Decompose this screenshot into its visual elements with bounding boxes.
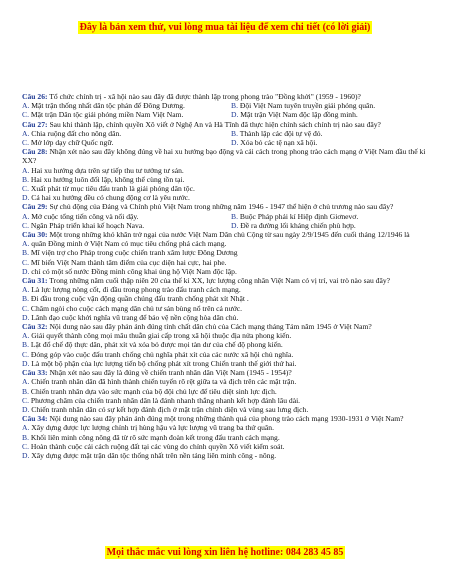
- answer-option: [22, 451, 430, 460]
- option-text: Khối liên minh công nông đã từ rõ sức mạnh đoàn kết trong đấu tranh cách mạng.: [30, 432, 280, 442]
- question-text: Tổ chức chính trị - xã hội nào sau đây đã được thành lập trong phong trào "Đồng khởi" (1959 - 1960)?: [49, 92, 361, 101]
- option-letter: C.: [22, 184, 29, 194]
- option-letter: B.: [22, 174, 29, 184]
- answer-option: [22, 212, 221, 221]
- answer-options: [22, 101, 430, 119]
- option-letter: B.: [231, 101, 238, 111]
- answer-option: [22, 193, 430, 202]
- answer-option: [231, 110, 430, 119]
- answer-option: [22, 331, 430, 340]
- question-number: Câu 26:: [22, 92, 48, 101]
- option-text: Chiến tranh nhân dân đã hình thành chiến tuyến rõ rệt giữa ta và địch trên các mặt trận.: [31, 377, 297, 387]
- option-text: Chiến tranh nhân dân có sự kết hợp đánh địch ở mặt trận chính diện và vùng sau lưng địch.: [31, 404, 309, 414]
- option-text: Mở lớp dạy chữ Quốc ngữ.: [30, 138, 114, 148]
- question-block: [22, 368, 430, 414]
- option-text: Mĩ biến Việt Nam thành tâm điểm của cục diện hai cực, hai phe.: [30, 257, 227, 267]
- option-text: Cả hai xu hướng đều có chung động cơ là yêu nước.: [31, 193, 190, 203]
- question-number: Câu 28:: [22, 147, 48, 157]
- answer-option: [231, 212, 430, 221]
- question-number: Câu 30:: [22, 230, 48, 240]
- option-letter: B.: [22, 340, 29, 350]
- hotline-banner: [0, 547, 450, 558]
- answer-option: [22, 377, 430, 386]
- option-letter: C.: [22, 303, 29, 313]
- option-text: Đóng góp vào cuộc đấu tranh chống chủ nghĩa phát xít của các nước xã hội chủ nghĩa.: [30, 349, 294, 359]
- question-stem: [22, 202, 430, 211]
- question-stem: [22, 368, 430, 377]
- question-number: Câu 34:: [22, 414, 48, 424]
- question-list: [22, 92, 430, 460]
- answer-options: [22, 129, 430, 147]
- question-block: [22, 322, 430, 368]
- answer-option: [22, 175, 430, 184]
- option-letter: A.: [22, 165, 30, 175]
- option-text: Giải quyết thành công mọi mâu thuẫn giai cấp trong xã hội thuộc địa nửa phong kiến.: [31, 331, 292, 341]
- answer-options: [22, 423, 430, 460]
- answer-option: [22, 258, 430, 267]
- option-text: Chia ruộng đất cho nông dân.: [31, 128, 122, 138]
- answer-option: [22, 221, 221, 230]
- option-text: Đi đầu trong cuộc vận động quần chúng đấu tranh chống phát xít Nhật .: [30, 294, 249, 304]
- option-letter: C.: [22, 395, 29, 405]
- answer-option: [22, 248, 430, 257]
- question-text: Trong những năm cuối thập niên 20 của thế kỉ XX, lực lượng công nhân Việt Nam có vị trí, vai trò nào sau đây?: [49, 276, 390, 286]
- option-letter: D.: [231, 220, 239, 230]
- answer-option: [22, 304, 430, 313]
- answer-option: [22, 405, 430, 414]
- option-letter: D.: [22, 358, 30, 368]
- answer-option: [22, 433, 430, 442]
- option-letter: D.: [231, 138, 239, 148]
- option-text: Buộc Pháp phải kí Hiệp định Giơnevơ.: [239, 211, 359, 221]
- option-text: Mặt trận Việt Nam độc lập đồng minh.: [240, 110, 358, 120]
- question-stem: [22, 147, 430, 165]
- question-stem: [22, 322, 430, 331]
- answer-option: [22, 285, 430, 294]
- question-stem: [22, 230, 430, 239]
- question-block: [22, 230, 430, 276]
- question-stem: [22, 276, 430, 285]
- answer-option: [22, 313, 430, 322]
- answer-option: [22, 166, 430, 175]
- option-text: Thành lập các đội tự vệ đỏ.: [239, 128, 323, 138]
- option-text: Là một bộ phận của lực lượng tiến bộ chống phát xít trong Chiến tranh thế giới thứ hai.: [31, 358, 297, 368]
- option-text: Hoàn thành cuộc cải cách ruộng đất tại các vùng do chính quyền Xô viết kiểm soát.: [30, 441, 285, 451]
- question-block: [22, 147, 430, 202]
- question-block: [22, 414, 430, 460]
- option-letter: C.: [22, 441, 29, 451]
- answer-option: [231, 129, 430, 138]
- answer-option: [22, 350, 430, 359]
- answer-option: [22, 340, 430, 349]
- answer-option: [22, 396, 430, 405]
- answer-option: [231, 138, 430, 147]
- answer-option: [22, 184, 430, 193]
- option-letter: C.: [22, 257, 29, 267]
- option-text: Mặt trận Dân tộc giải phóng miền Nam Việt Nam.: [30, 110, 184, 120]
- answer-option: [22, 442, 430, 451]
- option-letter: D.: [22, 450, 30, 460]
- option-letter: D.: [22, 193, 30, 203]
- question-text: Sự chủ động của Đảng và Chính phủ Việt Nam trong những năm 1946 - 1947 thể hiện ở chủ trương nào sau đây?: [49, 202, 394, 212]
- answer-options: [22, 212, 430, 230]
- question-text: Nội dung nào sau đây phản ánh đúng tính chất dân chủ của Cách mạng tháng Tám năm 1945 ở Việt Nam?: [49, 322, 372, 332]
- question-text: Một trong những khó khăn trở ngại của nước Việt Nam Dân chủ Cộng từ sau ngày 2/9/1945 đến cuối tháng 12/1946 là: [49, 230, 410, 240]
- question-block: [22, 92, 430, 120]
- option-letter: B.: [22, 432, 29, 442]
- option-text: Là lực lượng nòng cốt, đi đầu trong phong trào đấu tranh cách mạng.: [31, 285, 241, 295]
- option-letter: C.: [22, 138, 29, 148]
- answer-option: [231, 101, 430, 110]
- option-text: Chăm ngòi cho cuộc cách mạng dân chủ tư sản bùng nổ trên cả nước.: [30, 303, 242, 313]
- question-number: Câu 27:: [22, 119, 48, 129]
- question-block: [22, 202, 430, 230]
- option-letter: A.: [22, 285, 30, 295]
- answer-options: [22, 239, 430, 276]
- option-letter: B.: [22, 248, 29, 258]
- option-letter: C.: [22, 110, 29, 120]
- option-letter: B.: [231, 211, 238, 221]
- option-text: Phương châm của chiến tranh nhân dân là đánh nhanh thắng nhanh kết hợp đánh lâu dài.: [30, 395, 301, 405]
- answer-option: [22, 423, 430, 432]
- option-text: Ngăn Pháp triển khai kế hoạch Nava.: [30, 220, 145, 230]
- preview-notice-text: Đây là bản xem thử, vui lòng mua tài liệu để xem chi tiết (có lời giải): [79, 22, 371, 33]
- question-text: Sau khi thành lập, chính quyền Xô viết ở Nghệ An và Hà Tĩnh đã thực hiện chính sách chính trị nào sau đây?: [49, 119, 381, 129]
- option-text: Mĩ viện trợ cho Pháp trong cuộc chiến tranh xâm lược Đông Dương: [30, 248, 238, 258]
- option-letter: A.: [22, 377, 30, 387]
- option-text: Lãnh đạo cuộc khởi nghĩa vũ trang để bảo vệ nền cộng hòa dân chủ.: [31, 312, 239, 322]
- answer-options: [22, 377, 430, 414]
- option-text: Đội Việt Nam tuyên truyền giải phóng quân.: [239, 101, 376, 111]
- question-block: [22, 120, 430, 148]
- question-text: Nhận xét nào sau đây không đúng về hai xu hướng bạo động và cải cách trong phong trào cách mạng ở Việt Nam đầu thế kỉ XX?: [22, 147, 426, 166]
- answer-options: [22, 285, 430, 322]
- question-stem: [22, 414, 430, 423]
- question-text: Nhận xét nào sau đây là đúng về chiến tranh nhân dân Việt Nam (1945 - 1954)?: [49, 368, 292, 378]
- option-text: Mở cuộc tổng tiến công và nổi dậy.: [31, 211, 139, 221]
- hotline-text: Mọi thắc mắc vui lòng xin liên hệ hotline: 084 283 45 85: [106, 547, 344, 558]
- option-letter: C.: [22, 220, 29, 230]
- answer-option: [22, 294, 430, 303]
- option-text: quân Đồng minh ở Việt Nam có mục tiêu chống phá cách mạng.: [31, 239, 227, 249]
- option-letter: D.: [22, 312, 30, 322]
- question-number: Câu 29:: [22, 202, 48, 212]
- question-number: Câu 33:: [22, 368, 48, 378]
- option-text: Hai xu hướng luôn đối lập, không thể cùng tồn tại.: [30, 174, 185, 184]
- question-text: Nội dung nào sau đây phản ánh đúng một trong những thành quả của phong trào cách mạng 1930-1931 ở Việt Nam?: [49, 414, 404, 424]
- answer-option: [22, 359, 430, 368]
- option-letter: A.: [22, 101, 30, 111]
- option-text: Đề ra đường lối kháng chiến phù hợp.: [240, 220, 356, 230]
- answer-option: [22, 110, 221, 119]
- option-letter: B.: [22, 386, 29, 396]
- option-letter: A.: [22, 211, 30, 221]
- option-text: Lật đổ chế độ thực dân, phát xít và xóa bỏ được mọi tàn dư của chế độ phong kiến.: [30, 340, 283, 350]
- option-text: Mặt trận thống nhất dân tộc phản đế Đông Dương.: [31, 101, 185, 111]
- answer-option: [231, 221, 430, 230]
- answer-option: [22, 239, 430, 248]
- answer-options: [22, 331, 430, 368]
- option-text: Xóa bỏ các tệ nạn xã hội.: [240, 138, 318, 148]
- question-stem: [22, 92, 430, 101]
- option-letter: D.: [22, 404, 30, 414]
- answer-option: [22, 101, 221, 110]
- option-letter: B.: [231, 128, 238, 138]
- question-block: [22, 276, 430, 322]
- question-number: Câu 31:: [22, 276, 48, 286]
- question-stem: [22, 120, 430, 129]
- option-letter: C.: [22, 349, 29, 359]
- option-text: Xuất phát từ mục tiêu đấu tranh là giải phóng dân tộc.: [30, 184, 195, 194]
- answer-option: [22, 129, 221, 138]
- option-text: Xây dựng được mặt trận dân tộc thống nhất trên nền tảng liên minh công - nông.: [31, 450, 277, 460]
- question-number: Câu 32:: [22, 322, 48, 332]
- option-letter: D.: [231, 110, 239, 120]
- option-text: chỉ có một số nước Đồng minh công khai ủng hộ Việt Nam độc lập.: [31, 266, 237, 276]
- option-text: Chiến tranh nhân dựa vào sức mạnh của bộ đội chủ lực để tiêu diệt sinh lực địch.: [30, 386, 277, 396]
- option-letter: A.: [22, 331, 30, 341]
- preview-notice-banner: [0, 22, 450, 33]
- option-text: Hai xu hướng dựa trên sự tiếp thu tư tưởng tư sản.: [31, 165, 184, 175]
- option-letter: A.: [22, 239, 30, 249]
- answer-options: [22, 166, 430, 203]
- option-letter: A.: [22, 128, 30, 138]
- option-letter: B.: [22, 294, 29, 304]
- answer-option: [22, 387, 430, 396]
- option-text: Xây dựng được lực lượng chính trị hùng hậu và lực lượng vũ trang ba thứ quân.: [31, 423, 274, 433]
- answer-option: [22, 138, 221, 147]
- option-letter: D.: [22, 266, 30, 276]
- answer-option: [22, 267, 430, 276]
- option-letter: A.: [22, 423, 30, 433]
